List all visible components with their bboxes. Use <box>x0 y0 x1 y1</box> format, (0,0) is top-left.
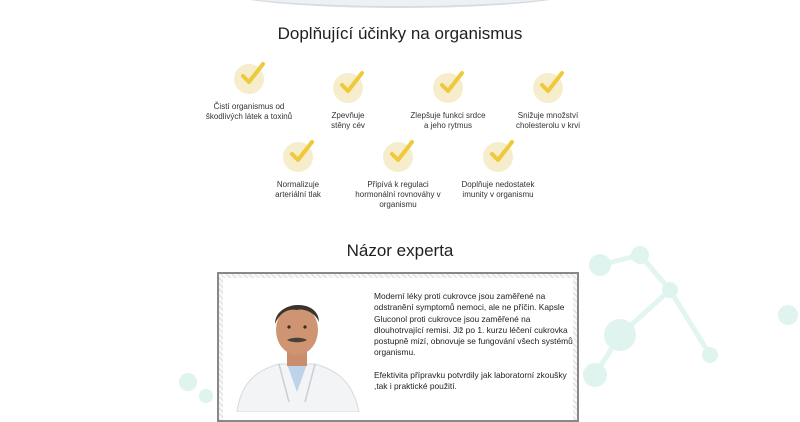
doctor-portrait <box>227 292 367 412</box>
benefit-label: Snižuje množství cholesterolu v krvi <box>515 111 581 130</box>
benefit-label: Zlepšuje funkci srdce a jeho rytmus <box>410 111 486 130</box>
benefit-label: Doplňuje nedostatek imunity v organismu <box>461 180 535 199</box>
checkmark-icon <box>383 142 413 172</box>
benefit-item <box>298 73 398 131</box>
benefit-item <box>348 142 448 210</box>
expert-card-inner <box>223 278 573 420</box>
checkmark-icon <box>333 73 363 103</box>
benefit-label: Čistí organismus od škodlivých látek a toxinů <box>205 102 293 121</box>
benefit-label: Zpevňuje stěny cév <box>331 111 365 130</box>
molecule-decoration-left <box>176 368 216 404</box>
checkmark-icon <box>283 142 313 172</box>
expert-section-title: Názor experta <box>346 241 454 260</box>
checkmark-icon <box>533 73 563 103</box>
expert-paragraph: Moderní léky proti cukrovce jsou zaměřené na odstranění symptomů nemoci, ale ne příčin. Kapsle Gluconol proti cukrovce jsou zaměřené na dlouhotrvající remisi. Již po 1. kurzu léčení cukrovka postupně mizí, obnovuje se fungování všech systémů organismu. <box>374 291 573 358</box>
checkmark-icon <box>433 73 463 103</box>
benefit-item <box>448 142 548 200</box>
checkmark-icon <box>483 142 513 172</box>
checkmark-icon <box>234 64 264 94</box>
benefit-item <box>248 142 348 200</box>
expert-card <box>217 272 579 422</box>
benefit-label: Normalizuje arteriální tlak <box>275 180 321 199</box>
benefit-item <box>398 73 498 131</box>
benefits-section-title: Doplňující účinky na organismus <box>277 24 523 43</box>
expert-quote <box>374 291 574 403</box>
benefit-label: Připívá k regulaci hormonální rovnováhy v organismu <box>355 180 441 209</box>
top-image-edge <box>220 0 580 8</box>
expert-paragraph: Efektivita přípravku potvrdily jak laboratorní zkoušky ,tak i praktické použití. <box>374 369 567 392</box>
benefit-item <box>498 73 598 131</box>
benefit-item <box>199 64 299 122</box>
